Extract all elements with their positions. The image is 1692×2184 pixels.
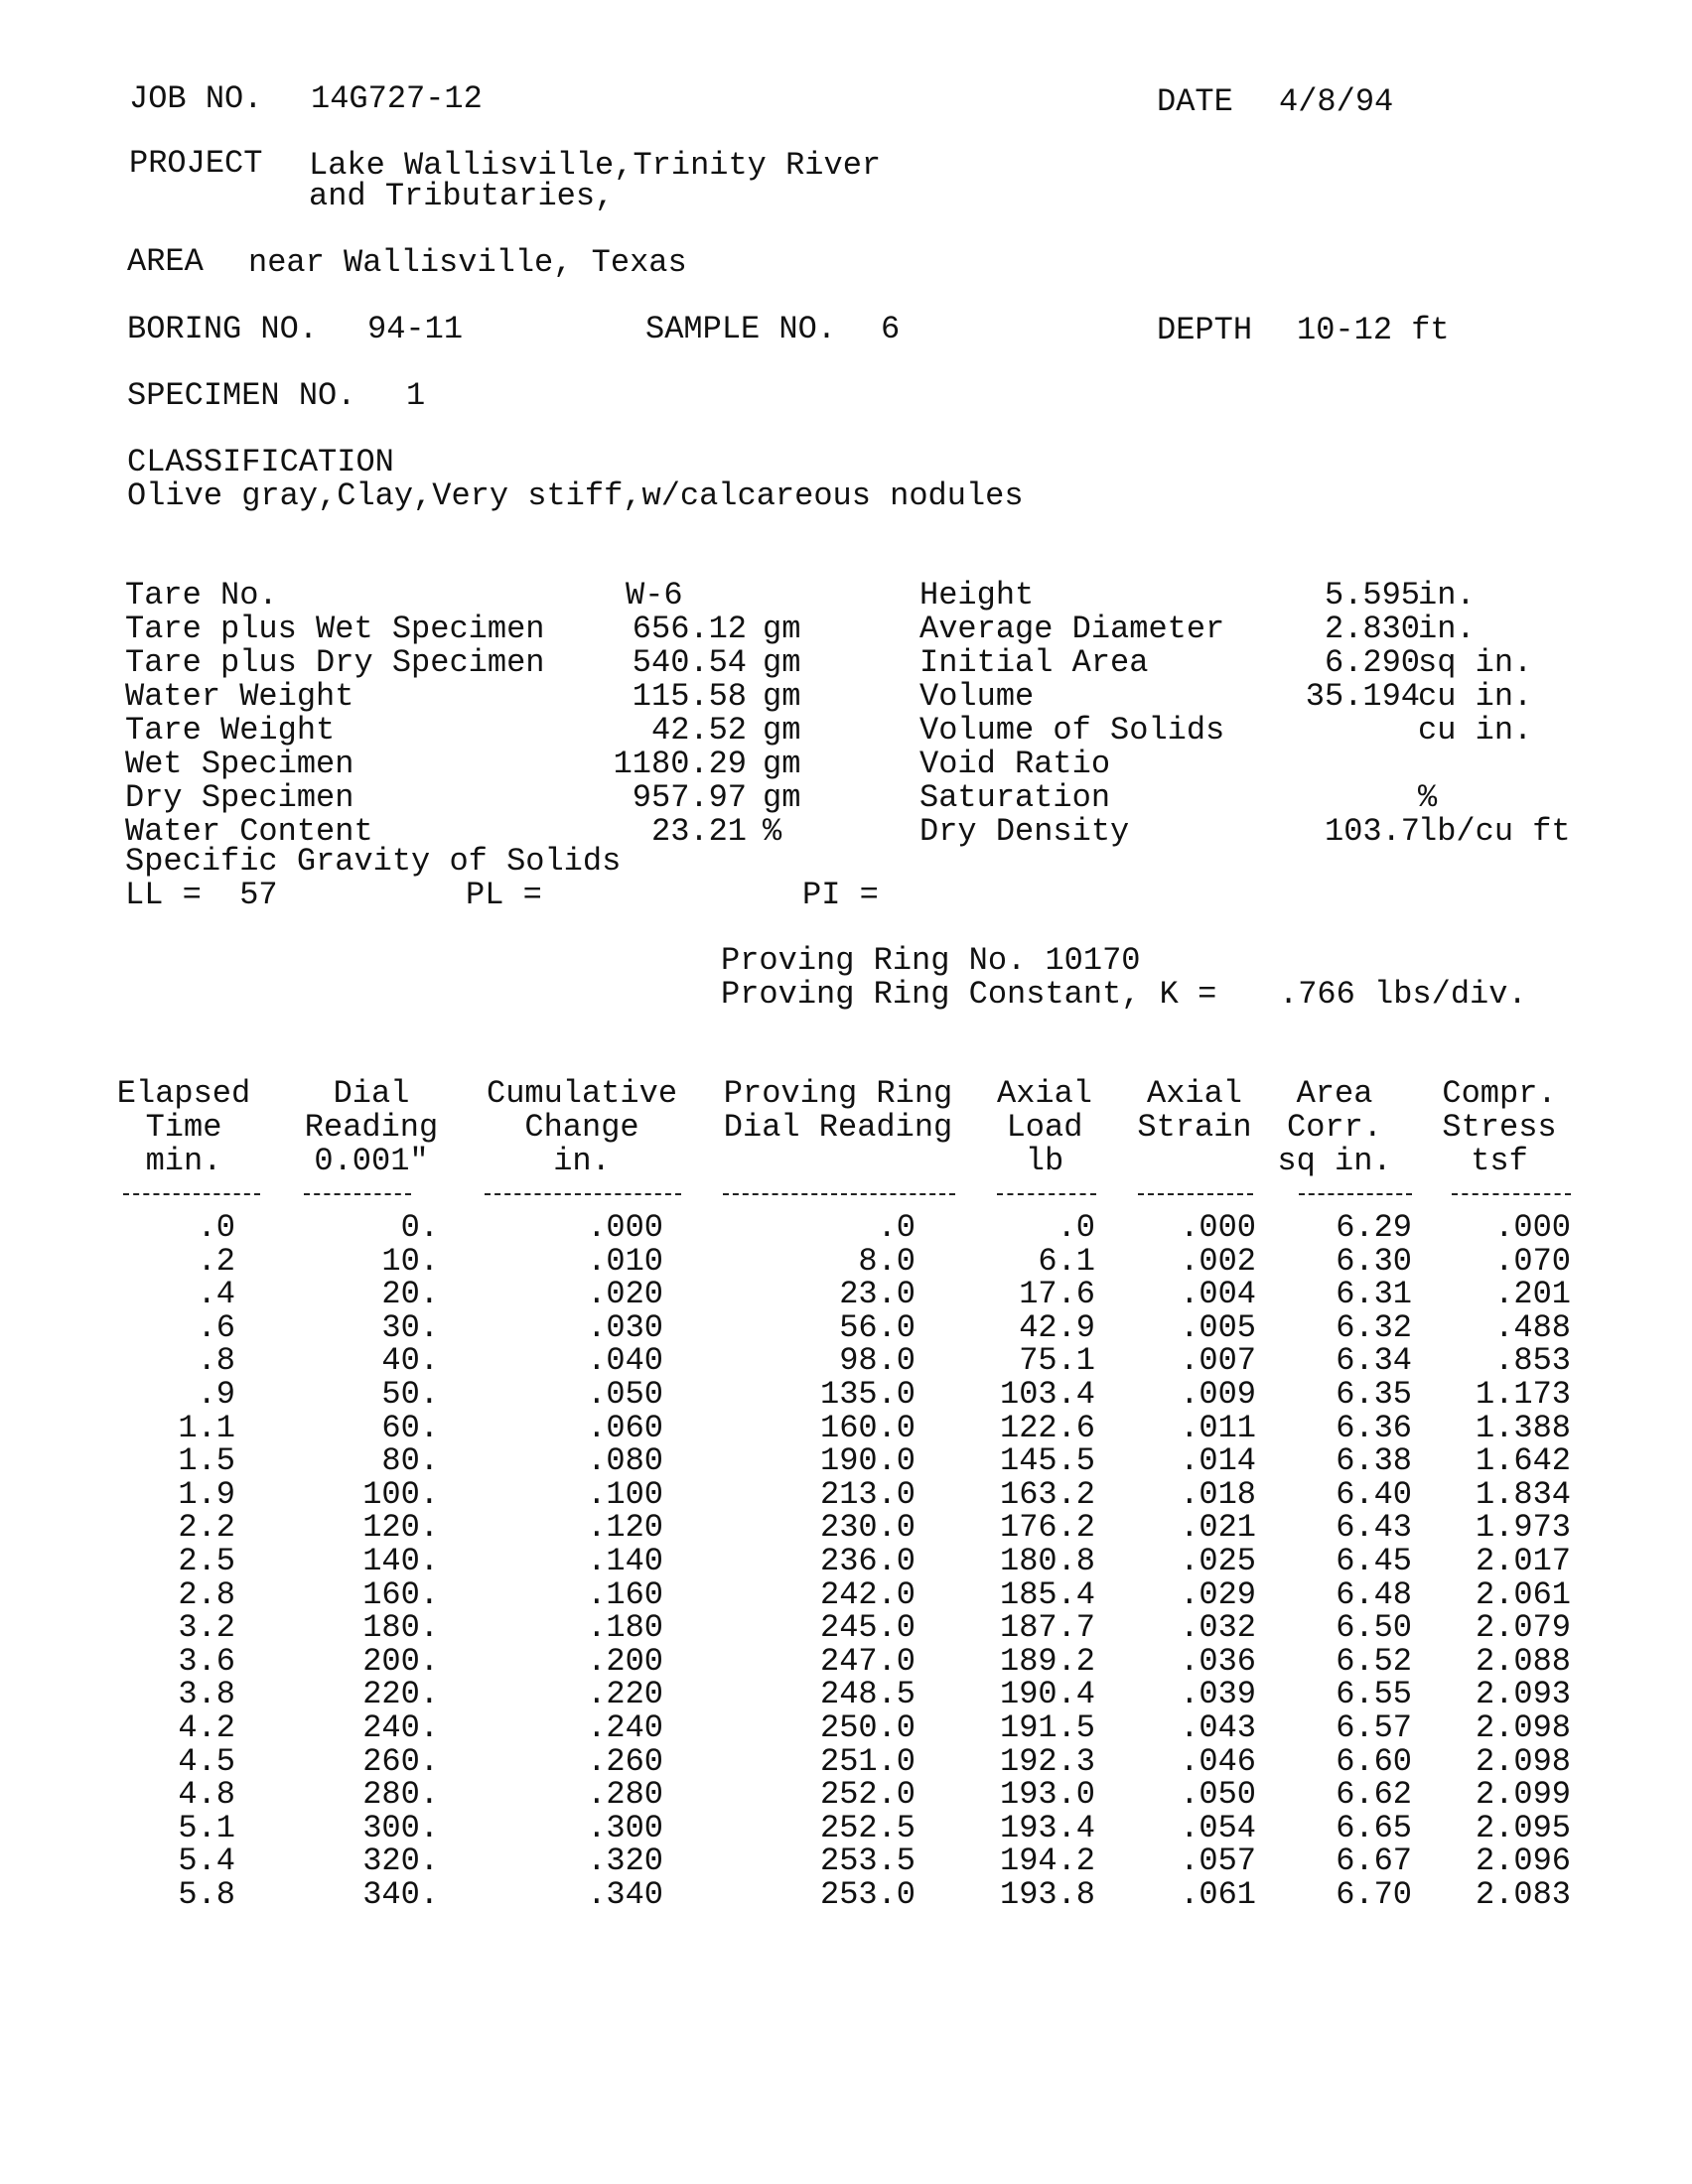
table-cell: 163.2 xyxy=(999,1476,1095,1513)
property-value: 103.7 xyxy=(1324,813,1420,850)
table-cell: 98.0 xyxy=(839,1342,916,1379)
table-cell: .050 xyxy=(587,1376,663,1413)
table-cell: 5.4 xyxy=(178,1843,235,1879)
table-cell: .853 xyxy=(1494,1342,1571,1379)
column-header: Elapsed xyxy=(116,1075,251,1112)
table-cell: 122.6 xyxy=(999,1410,1095,1446)
property-value: 656.12 xyxy=(632,611,747,647)
table-cell: .120 xyxy=(587,1509,663,1546)
table-cell: 190.4 xyxy=(999,1676,1095,1712)
property-unit: % xyxy=(1418,779,1438,816)
table-cell: 213.0 xyxy=(819,1476,916,1513)
table-cell: .8 xyxy=(197,1342,235,1379)
table-cell: 56.0 xyxy=(839,1309,916,1346)
property-value: 115.58 xyxy=(632,678,747,715)
table-cell: 230.0 xyxy=(819,1509,916,1546)
property-label: Initial Area xyxy=(919,644,1149,681)
property-unit: gm xyxy=(763,746,801,782)
table-cell: 3.8 xyxy=(178,1676,235,1712)
table-cell: 191.5 xyxy=(999,1709,1095,1746)
column-header-underline xyxy=(723,1193,955,1195)
table-cell: .240 xyxy=(587,1709,663,1746)
plastic-limit: PL = xyxy=(466,877,542,913)
classification-label: CLASSIFICATION xyxy=(127,444,394,480)
table-cell: .025 xyxy=(1180,1543,1256,1579)
property-unit: gm xyxy=(763,644,801,681)
table-cell: .046 xyxy=(1180,1743,1256,1780)
depth-value: 10-12 ft xyxy=(1297,312,1450,348)
table-cell: 2.093 xyxy=(1475,1676,1571,1712)
table-cell: 1.5 xyxy=(178,1442,235,1479)
table-cell: .032 xyxy=(1180,1609,1256,1646)
table-cell: 20. xyxy=(381,1276,439,1312)
table-cell: 6.55 xyxy=(1336,1676,1412,1712)
depth-label: DEPTH xyxy=(1157,312,1253,348)
table-cell: 2.2 xyxy=(178,1509,235,1546)
specimen-number: 1 xyxy=(406,377,426,414)
table-cell: 190.0 xyxy=(819,1442,916,1479)
table-cell: .0 xyxy=(877,1209,916,1246)
table-cell: .260 xyxy=(587,1743,663,1780)
table-cell: 4.5 xyxy=(178,1743,235,1780)
table-cell: 220. xyxy=(362,1676,439,1712)
table-cell: 1.1 xyxy=(178,1410,235,1446)
table-cell: 6.45 xyxy=(1336,1543,1412,1579)
table-cell: .9 xyxy=(197,1376,235,1413)
table-cell: 42.9 xyxy=(1019,1309,1095,1346)
table-cell: 3.6 xyxy=(178,1643,235,1680)
table-cell: 6.40 xyxy=(1336,1476,1412,1513)
column-header: Dial Reading xyxy=(723,1109,953,1146)
property-unit: gm xyxy=(763,611,801,647)
table-cell: 23.0 xyxy=(839,1276,916,1312)
table-cell: 60. xyxy=(381,1410,439,1446)
table-cell: 140. xyxy=(362,1543,439,1579)
property-unit: gm xyxy=(763,779,801,816)
table-cell: 2.096 xyxy=(1475,1843,1571,1879)
table-cell: .180 xyxy=(587,1609,663,1646)
table-cell: 280. xyxy=(362,1776,439,1813)
table-cell: .061 xyxy=(1180,1876,1256,1913)
table-cell: 180. xyxy=(362,1609,439,1646)
column-header: Change xyxy=(524,1109,639,1146)
table-cell: .036 xyxy=(1180,1643,1256,1680)
boring-label: BORING NO. xyxy=(127,311,319,347)
table-cell: 6.38 xyxy=(1336,1442,1412,1479)
column-header: Area xyxy=(1296,1075,1373,1112)
table-cell: .6 xyxy=(197,1309,235,1346)
table-cell: 6.35 xyxy=(1336,1376,1412,1413)
table-cell: .030 xyxy=(587,1309,663,1346)
column-header-underline xyxy=(123,1193,260,1195)
proving-ring-constant-label: Proving Ring Constant, K = xyxy=(721,976,1217,1013)
table-cell: 6.34 xyxy=(1336,1342,1412,1379)
table-cell: 120. xyxy=(362,1509,439,1546)
table-cell: .014 xyxy=(1180,1442,1256,1479)
table-cell: 3.2 xyxy=(178,1609,235,1646)
property-label: Average Diameter xyxy=(919,611,1225,647)
table-cell: .002 xyxy=(1180,1243,1256,1280)
table-cell: 252.5 xyxy=(819,1810,916,1846)
table-cell: 2.8 xyxy=(178,1576,235,1613)
table-cell: 2.017 xyxy=(1475,1543,1571,1579)
table-cell: .011 xyxy=(1180,1410,1256,1446)
table-cell: 145.5 xyxy=(999,1442,1095,1479)
table-cell: 6.52 xyxy=(1336,1643,1412,1680)
specimen-label: SPECIMEN NO. xyxy=(127,377,356,414)
sample-label: SAMPLE NO. xyxy=(645,311,837,347)
table-cell: 1.388 xyxy=(1475,1410,1571,1446)
table-cell: .007 xyxy=(1180,1342,1256,1379)
property-value: 1180.29 xyxy=(613,746,747,782)
table-cell: .200 xyxy=(587,1643,663,1680)
sample-number: 6 xyxy=(881,311,901,347)
property-label: Water Weight xyxy=(125,678,354,715)
table-cell: 6.65 xyxy=(1336,1810,1412,1846)
table-cell: 6.48 xyxy=(1336,1576,1412,1613)
table-cell: 253.5 xyxy=(819,1843,916,1879)
table-cell: 160. xyxy=(362,1576,439,1613)
table-cell: .021 xyxy=(1180,1509,1256,1546)
table-cell: 300. xyxy=(362,1810,439,1846)
project-label: PROJECT xyxy=(129,145,263,182)
date-value: 4/8/94 xyxy=(1279,83,1394,120)
column-header: Compr. xyxy=(1442,1075,1557,1112)
liquid-limit: LL = 57 xyxy=(125,877,278,913)
table-cell: .201 xyxy=(1494,1276,1571,1312)
date-label: DATE xyxy=(1157,83,1233,120)
property-value: 6.290 xyxy=(1324,644,1420,681)
table-cell: .000 xyxy=(587,1209,663,1246)
table-cell: 250.0 xyxy=(819,1709,916,1746)
table-cell: .054 xyxy=(1180,1810,1256,1846)
table-cell: 2.095 xyxy=(1475,1810,1571,1846)
project-line-1: Lake Wallisville,Trinity River xyxy=(309,147,882,184)
property-value: W-6 xyxy=(626,577,683,614)
column-header: sq in. xyxy=(1277,1143,1392,1179)
column-header: Reading xyxy=(304,1109,439,1146)
table-cell: .300 xyxy=(587,1810,663,1846)
table-cell: 247.0 xyxy=(819,1643,916,1680)
column-header: 0.001" xyxy=(314,1143,429,1179)
property-label: Tare plus Wet Specimen xyxy=(125,611,545,647)
table-cell: 1.834 xyxy=(1475,1476,1571,1513)
proving-ring-constant-value: .766 lbs/div. xyxy=(1279,976,1527,1013)
table-cell: 253.0 xyxy=(819,1876,916,1913)
property-label: Dry Density xyxy=(919,813,1130,850)
property-label: Void Ratio xyxy=(919,746,1111,782)
table-cell: .009 xyxy=(1180,1376,1256,1413)
specific-gravity-label: Specific Gravity of Solids xyxy=(125,843,622,880)
column-header: min. xyxy=(145,1143,222,1179)
property-label: Saturation xyxy=(919,779,1111,816)
property-unit: in. xyxy=(1418,577,1476,614)
table-cell: 100. xyxy=(362,1476,439,1513)
table-cell: 6.50 xyxy=(1336,1609,1412,1646)
table-cell: 2.098 xyxy=(1475,1743,1571,1780)
column-header: lb xyxy=(1025,1143,1064,1179)
table-cell: 6.36 xyxy=(1336,1410,1412,1446)
property-value: 23.21 xyxy=(650,813,747,850)
table-cell: 2.083 xyxy=(1475,1876,1571,1913)
table-cell: 1.973 xyxy=(1475,1509,1571,1546)
table-cell: 6.1 xyxy=(1038,1243,1095,1280)
table-cell: 242.0 xyxy=(819,1576,916,1613)
table-cell: 6.30 xyxy=(1336,1243,1412,1280)
column-header: tsf xyxy=(1471,1143,1528,1179)
property-label: Dry Specimen xyxy=(125,779,354,816)
property-label: Tare plus Dry Specimen xyxy=(125,644,545,681)
table-cell: 193.0 xyxy=(999,1776,1095,1813)
column-header-underline xyxy=(485,1193,681,1195)
table-cell: 6.60 xyxy=(1336,1743,1412,1780)
property-label: Water Content xyxy=(125,813,373,850)
table-cell: 180.8 xyxy=(999,1543,1095,1579)
property-label: Height xyxy=(919,577,1035,614)
column-header-underline xyxy=(1138,1193,1253,1195)
column-header: Dial xyxy=(333,1075,410,1112)
table-cell: 1.9 xyxy=(178,1476,235,1513)
table-cell: .029 xyxy=(1180,1576,1256,1613)
table-cell: .488 xyxy=(1494,1309,1571,1346)
table-cell: .340 xyxy=(587,1876,663,1913)
table-cell: .0 xyxy=(197,1209,235,1246)
project-line-2: and Tributaries, xyxy=(309,178,615,214)
table-cell: 40. xyxy=(381,1342,439,1379)
property-unit: gm xyxy=(763,712,801,749)
area-label: AREA xyxy=(127,243,204,280)
table-cell: 6.29 xyxy=(1336,1209,1412,1246)
table-cell: 185.4 xyxy=(999,1576,1095,1613)
column-header: Time xyxy=(145,1109,222,1146)
column-header-underline xyxy=(1299,1193,1412,1195)
table-cell: 248.5 xyxy=(819,1676,916,1712)
table-cell: 251.0 xyxy=(819,1743,916,1780)
table-cell: .080 xyxy=(587,1442,663,1479)
job-label: JOB NO. xyxy=(129,80,263,117)
table-cell: 6.62 xyxy=(1336,1776,1412,1813)
property-label: Volume xyxy=(919,678,1035,715)
table-cell: .043 xyxy=(1180,1709,1256,1746)
property-value: 957.97 xyxy=(632,779,747,816)
table-cell: 194.2 xyxy=(999,1843,1095,1879)
table-cell: .160 xyxy=(587,1576,663,1613)
property-unit: in. xyxy=(1418,611,1476,647)
property-unit: gm xyxy=(763,678,801,715)
column-header: Axial xyxy=(996,1075,1092,1112)
table-cell: 6.67 xyxy=(1336,1843,1412,1879)
column-header: Strain xyxy=(1137,1109,1252,1146)
table-cell: 103.4 xyxy=(999,1376,1095,1413)
table-cell: 17.6 xyxy=(1019,1276,1095,1312)
table-cell: 236.0 xyxy=(819,1543,916,1579)
column-header: Proving Ring xyxy=(723,1075,953,1112)
table-cell: .280 xyxy=(587,1776,663,1813)
table-cell: 240. xyxy=(362,1709,439,1746)
table-cell: 260. xyxy=(362,1743,439,1780)
table-cell: 30. xyxy=(381,1309,439,1346)
table-cell: .050 xyxy=(1180,1776,1256,1813)
table-cell: 4.8 xyxy=(178,1776,235,1813)
property-value: 5.595 xyxy=(1324,577,1420,614)
property-label: Tare Weight xyxy=(125,712,336,749)
table-cell: .004 xyxy=(1180,1276,1256,1312)
table-cell: 0. xyxy=(400,1209,439,1246)
table-cell: 135.0 xyxy=(819,1376,916,1413)
table-cell: .039 xyxy=(1180,1676,1256,1712)
table-cell: .000 xyxy=(1494,1209,1571,1246)
table-cell: 1.173 xyxy=(1475,1376,1571,1413)
column-header: Axial xyxy=(1146,1075,1242,1112)
table-cell: .010 xyxy=(587,1243,663,1280)
property-label: Tare No. xyxy=(125,577,278,614)
column-header-underline xyxy=(997,1193,1096,1195)
table-cell: 2.061 xyxy=(1475,1576,1571,1613)
table-cell: .4 xyxy=(197,1276,235,1312)
table-cell: 176.2 xyxy=(999,1509,1095,1546)
table-cell: 6.57 xyxy=(1336,1709,1412,1746)
column-header-underline xyxy=(1452,1193,1571,1195)
boring-number: 94-11 xyxy=(367,311,464,347)
table-cell: 193.4 xyxy=(999,1810,1095,1846)
table-cell: 1.642 xyxy=(1475,1442,1571,1479)
table-cell: 6.43 xyxy=(1336,1509,1412,1546)
property-unit: cu in. xyxy=(1418,712,1533,749)
table-cell: .060 xyxy=(587,1410,663,1446)
table-cell: .018 xyxy=(1180,1476,1256,1513)
proving-ring-number: Proving Ring No. 10170 xyxy=(721,942,1141,979)
table-cell: 193.8 xyxy=(999,1876,1095,1913)
column-header: in. xyxy=(553,1143,611,1179)
table-cell: .070 xyxy=(1494,1243,1571,1280)
table-cell: .005 xyxy=(1180,1309,1256,1346)
table-cell: 6.31 xyxy=(1336,1276,1412,1312)
table-cell: .000 xyxy=(1180,1209,1256,1246)
table-cell: 75.1 xyxy=(1019,1342,1095,1379)
table-cell: 2.079 xyxy=(1475,1609,1571,1646)
table-cell: 245.0 xyxy=(819,1609,916,1646)
table-cell: 200. xyxy=(362,1643,439,1680)
table-cell: 187.7 xyxy=(999,1609,1095,1646)
table-cell: 2.099 xyxy=(1475,1776,1571,1813)
table-cell: 2.5 xyxy=(178,1543,235,1579)
column-header: Load xyxy=(1006,1109,1083,1146)
property-value: 2.830 xyxy=(1324,611,1420,647)
table-cell: 5.1 xyxy=(178,1810,235,1846)
table-cell: 192.3 xyxy=(999,1743,1095,1780)
table-cell: .100 xyxy=(587,1476,663,1513)
table-cell: 340. xyxy=(362,1876,439,1913)
property-value: 35.194 xyxy=(1305,678,1420,715)
property-value: 42.52 xyxy=(650,712,747,749)
table-cell: 8.0 xyxy=(858,1243,916,1280)
table-cell: 50. xyxy=(381,1376,439,1413)
table-cell: .057 xyxy=(1180,1843,1256,1879)
property-unit: % xyxy=(763,813,782,850)
job-number: 14G727-12 xyxy=(311,80,483,117)
column-header-underline xyxy=(304,1193,411,1195)
table-cell: 2.088 xyxy=(1475,1643,1571,1680)
table-cell: 4.2 xyxy=(178,1709,235,1746)
table-cell: 10. xyxy=(381,1243,439,1280)
property-unit: sq in. xyxy=(1418,644,1533,681)
property-label: Volume of Solids xyxy=(919,712,1225,749)
area-value: near Wallisville, Texas xyxy=(248,244,687,281)
property-unit: cu in. xyxy=(1418,678,1533,715)
table-cell: 160.0 xyxy=(819,1410,916,1446)
table-cell: .020 xyxy=(587,1276,663,1312)
column-header: Stress xyxy=(1442,1109,1557,1146)
plasticity-index: PI = xyxy=(802,877,879,913)
table-cell: .220 xyxy=(587,1676,663,1712)
classification-value: Olive gray,Clay,Very stiff,w/calcareous nodules xyxy=(127,478,1024,514)
column-header: Corr. xyxy=(1286,1109,1382,1146)
table-cell: 252.0 xyxy=(819,1776,916,1813)
table-cell: .140 xyxy=(587,1543,663,1579)
property-value: 540.54 xyxy=(632,644,747,681)
table-cell: .2 xyxy=(197,1243,235,1280)
table-cell: 189.2 xyxy=(999,1643,1095,1680)
table-cell: 6.32 xyxy=(1336,1309,1412,1346)
table-cell: 5.8 xyxy=(178,1876,235,1913)
table-cell: .040 xyxy=(587,1342,663,1379)
table-cell: 320. xyxy=(362,1843,439,1879)
table-cell: 80. xyxy=(381,1442,439,1479)
table-cell: .0 xyxy=(1057,1209,1095,1246)
table-cell: .320 xyxy=(587,1843,663,1879)
column-header: Cumulative xyxy=(486,1075,678,1112)
property-label: Wet Specimen xyxy=(125,746,354,782)
table-cell: 2.098 xyxy=(1475,1709,1571,1746)
property-unit: lb/cu ft xyxy=(1418,813,1571,850)
table-cell: 6.70 xyxy=(1336,1876,1412,1913)
